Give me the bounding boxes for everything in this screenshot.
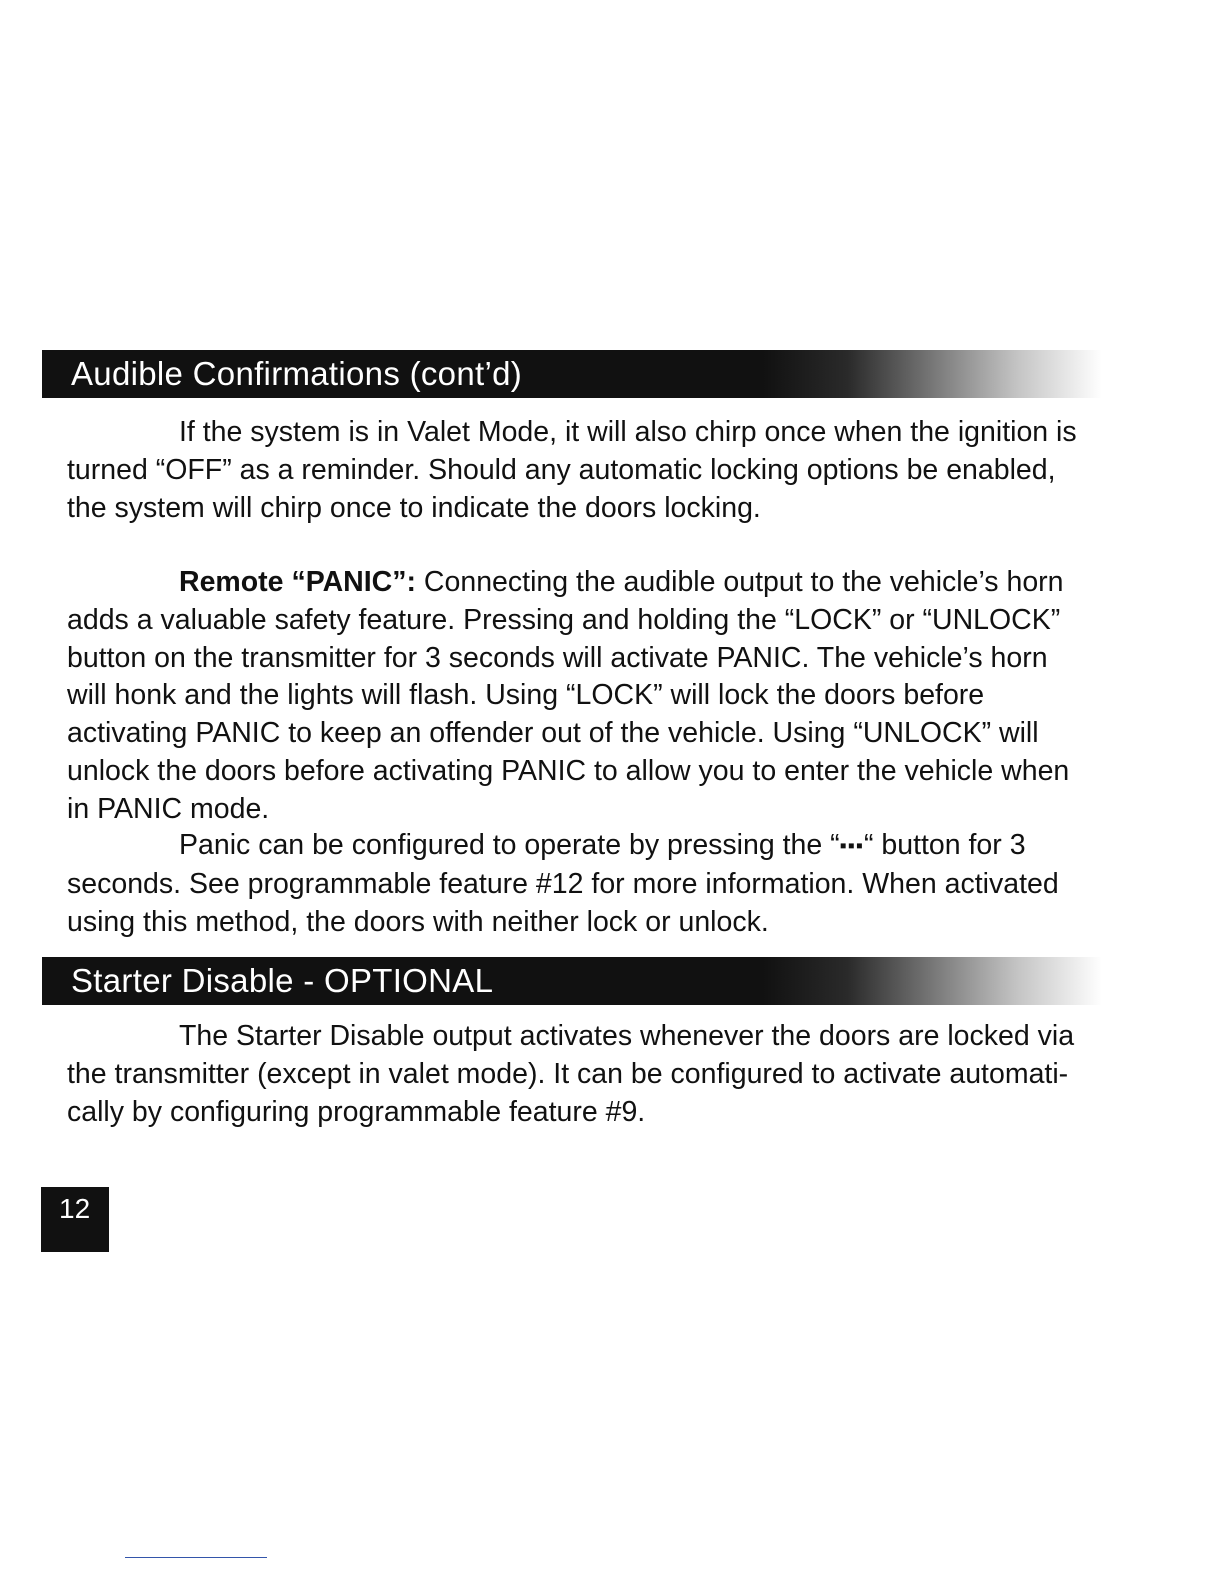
three-dot-button-icon: ▪▪▪ [839, 835, 864, 857]
text-line: activating PANIC to keep an offender out of the vehicle. Using “UNLOCK” will [67, 717, 1039, 750]
text-line [67, 827, 1167, 866]
panic-label: Remote “PANIC”: [179, 566, 416, 598]
text-run: Connecting the audible output to the vehicle’s horn [416, 566, 1064, 598]
starter-disable-paragraph [67, 1018, 1167, 1131]
text-line: adds a valuable safety feature. Pressing and holding the “LOCK” or “UNLOCK” [67, 603, 1061, 636]
text-line: in PANIC mode. [67, 792, 270, 825]
text-line: If the system is in Valet Mode, it will also chirp once when the ignition is [179, 416, 1077, 448]
section-header-audible-confirmations [42, 350, 1102, 398]
panic-configuration-paragraph [67, 827, 1167, 941]
text-line: the transmitter (except in valet mode). It can be configured to activate automati- [67, 1057, 1069, 1090]
text-line: turned “OFF” as a reminder. Should any automatic locking options be enabled, [67, 453, 1056, 486]
page-number: 12 [59, 1193, 91, 1224]
text-line: button on the transmitter for 3 seconds will activate PANIC. The vehicle’s horn [67, 641, 1048, 674]
text-run: “ button for 3 [863, 829, 1026, 861]
page-number-badge [41, 1187, 109, 1252]
text-line: The Starter Disable output activates whenever the doors are locked via [179, 1020, 1075, 1052]
text-line: will honk and the lights will flash. Using “LOCK” will lock the doors before [67, 679, 985, 712]
valet-mode-paragraph [67, 414, 1167, 527]
remote-panic-paragraph [67, 564, 1167, 829]
footer-divider [125, 1557, 267, 1558]
section-title: Starter Disable - OPTIONAL [71, 962, 494, 999]
text-line: cally by configuring programmable feature #9. [67, 1095, 646, 1128]
text-line: using this method, the doors with neither lock or unlock. [67, 905, 769, 938]
section-header-starter-disable [42, 957, 1102, 1005]
text-line: the system will chirp once to indicate the doors locking. [67, 491, 761, 524]
text-line: seconds. See programmable feature #12 for more information. When activated [67, 867, 1059, 900]
text-line [67, 564, 1167, 602]
section-title: Audible Confirmations (cont’d) [71, 355, 523, 392]
text-line: unlock the doors before activating PANIC to allow you to enter the vehicle when [67, 754, 1070, 787]
text-run: Panic can be configured to operate by pressing the “ [179, 829, 840, 861]
